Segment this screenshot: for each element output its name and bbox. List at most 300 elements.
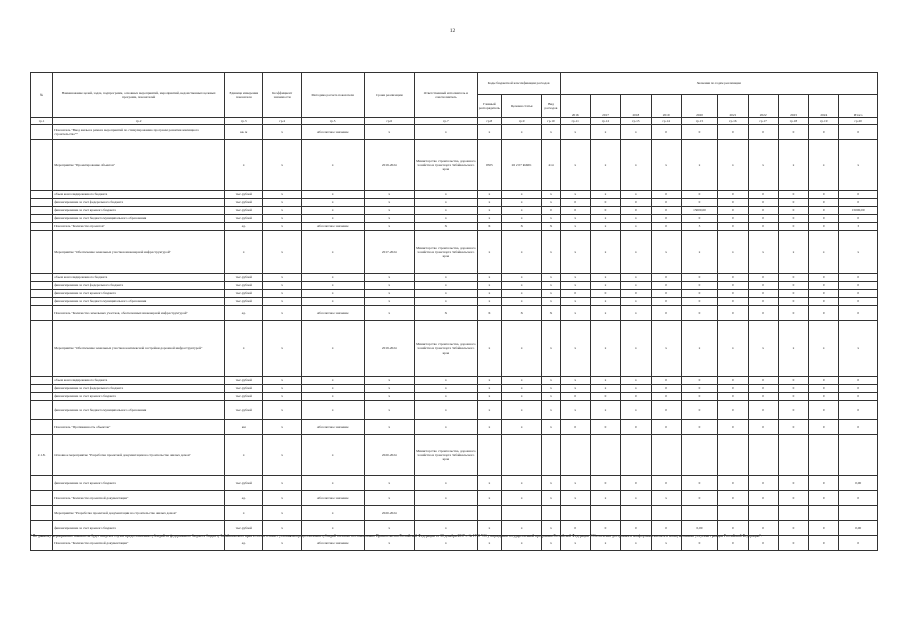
row-name: Показатель "Количество проектной документации"	[53, 536, 225, 551]
row-method: Абсолютное значение	[301, 223, 364, 231]
column-number: гр.6	[364, 118, 415, 125]
row-exec: х	[415, 536, 478, 551]
row-method: х	[301, 476, 364, 491]
row-name: финансирование за счет краевого бюджета	[53, 290, 225, 298]
row-method: Абсолютное значение	[301, 125, 364, 140]
row-exec: х	[415, 274, 478, 282]
row-year-value: 0	[651, 476, 681, 491]
column-number: гр.13	[621, 118, 651, 125]
row-period: 2017-2024	[364, 231, 415, 274]
row-year-value: 0	[718, 215, 748, 223]
row-name: Основное мероприятие "Разработка проектной документации на строительство жилых домов"	[53, 435, 225, 476]
row-period: х	[364, 420, 415, 435]
row-year-value	[681, 435, 717, 476]
row-kbk-item: х	[501, 321, 541, 377]
row-kbk-item: х	[501, 207, 541, 215]
row-year-value: 0	[621, 207, 651, 215]
row-year-value: 0	[839, 536, 878, 551]
row-year-value: х	[621, 231, 651, 274]
row-year-value: х	[718, 321, 748, 377]
row-kbk-main: Х	[477, 223, 501, 231]
row-unit: тыс.рублей	[225, 282, 263, 290]
row-coef: х	[263, 385, 301, 393]
row-year-value: 0	[718, 306, 748, 321]
row-year-value: 3	[839, 223, 878, 231]
row-year-value: 0	[681, 491, 717, 506]
row-unit: ед.	[225, 536, 263, 551]
table-row	[31, 377, 878, 385]
row-year-value: 0	[839, 282, 878, 290]
row-kbk-type: х	[542, 321, 560, 377]
row-year-value: х	[560, 282, 590, 290]
row-year-value: х	[560, 191, 590, 199]
row-year-value: 0	[778, 125, 808, 140]
row-year-value: х	[651, 231, 681, 274]
row-kbk-item: х	[501, 298, 541, 306]
row-number	[31, 306, 53, 321]
row-year-value: х	[778, 321, 808, 377]
row-year-value: х	[560, 536, 590, 551]
row-year-value: 0	[748, 385, 778, 393]
row-year-value: х	[590, 215, 620, 223]
row-name: объем консолидированного бюджета	[53, 191, 225, 199]
row-year-value: 0	[809, 393, 839, 401]
row-exec: х	[415, 282, 478, 290]
row-year-value: 0	[809, 377, 839, 385]
row-year-value: х	[621, 377, 651, 385]
row-year-value: х	[560, 491, 590, 506]
row-year-value: 0	[809, 536, 839, 551]
column-number: гр.3	[225, 118, 263, 125]
row-year-value: х	[681, 231, 717, 274]
row-coef: х	[263, 282, 301, 290]
header-unit: Единица измерения показателя	[225, 73, 263, 118]
column-number: гр.9	[501, 118, 541, 125]
row-year-value: 0	[621, 290, 651, 298]
row-year-value: х	[621, 215, 651, 223]
row-year-value: х	[748, 321, 778, 377]
header-period: Сроки реализации	[364, 73, 415, 118]
column-number: гр.12	[590, 118, 620, 125]
row-kbk-main: х	[477, 536, 501, 551]
row-name: объем консолидированного бюджета	[53, 274, 225, 282]
column-number: гр.17	[748, 118, 778, 125]
row-year-value	[718, 435, 748, 476]
row-kbk-type: х	[542, 521, 560, 536]
row-unit: х	[225, 506, 263, 521]
page-number: 12	[449, 28, 456, 34]
row-method: Абсолютное значение	[301, 491, 364, 506]
row-number	[31, 199, 53, 207]
row-year-value: 0	[718, 521, 748, 536]
row-year-value	[839, 435, 878, 476]
header-exec: Ответственный исполнитель и соисполнитель	[415, 73, 478, 118]
row-year-value: 0	[839, 290, 878, 298]
row-year-value	[748, 506, 778, 521]
row-year-value: х	[651, 536, 681, 551]
row-unit: тыс.рублей	[225, 290, 263, 298]
row-kbk-type: х	[542, 377, 560, 385]
row-coef: х	[263, 274, 301, 282]
row-year-value: х	[809, 140, 839, 191]
row-year-value: х	[621, 125, 651, 140]
row-year-value: 0	[718, 199, 748, 207]
row-year-value: 0	[651, 215, 681, 223]
row-kbk-item: х	[501, 215, 541, 223]
row-year-value: 0	[839, 491, 878, 506]
column-number: гр.20	[839, 118, 878, 125]
row-year-value: х	[590, 298, 620, 306]
row-period: 2020-2024	[364, 435, 415, 476]
table-row	[31, 306, 878, 321]
row-period: х	[364, 521, 415, 536]
row-kbk-type: х	[542, 401, 560, 420]
row-year-value: 0	[778, 306, 808, 321]
row-period: х	[364, 191, 415, 199]
row-kbk-main: х	[477, 420, 501, 435]
row-kbk-type	[542, 506, 560, 521]
header-coef: Коэффициент значимости	[263, 73, 301, 118]
header-year: 2018	[621, 95, 651, 118]
row-kbk-main: х	[477, 191, 501, 199]
row-name: финансирование за счет бюджета муниципального образования	[53, 401, 225, 420]
row-year-value: 0	[839, 215, 878, 223]
row-coef: х	[263, 435, 301, 476]
row-year-value: 0	[718, 536, 748, 551]
row-kbk-type: х	[542, 282, 560, 290]
row-year-value: х	[718, 231, 748, 274]
row-number	[31, 476, 53, 491]
row-year-value: 0	[718, 385, 748, 393]
column-number: гр.14	[651, 118, 681, 125]
row-year-value: х	[621, 536, 651, 551]
row-coef: х	[263, 476, 301, 491]
row-year-value: 0	[681, 385, 717, 393]
row-year-value: 0	[718, 401, 748, 420]
row-kbk-main	[477, 435, 501, 476]
row-year-value: 0	[778, 298, 808, 306]
row-method: х	[301, 140, 364, 191]
row-kbk-main: х	[477, 377, 501, 385]
row-year-value: 0	[590, 290, 620, 298]
row-year-value	[621, 506, 651, 521]
row-year-value: х	[560, 377, 590, 385]
row-kbk-item: х	[501, 401, 541, 420]
row-number	[31, 207, 53, 215]
row-year-value: 0	[590, 476, 620, 491]
row-year-value: 0	[839, 274, 878, 282]
table-body	[31, 125, 878, 551]
row-year-value: 0	[681, 199, 717, 207]
row-year-value	[560, 435, 590, 476]
row-year-value: 0	[651, 191, 681, 199]
row-unit: км	[225, 420, 263, 435]
row-year-value	[809, 435, 839, 476]
table-row	[31, 274, 878, 282]
row-year-value	[560, 506, 590, 521]
row-year-value: х	[839, 140, 878, 191]
row-kbk-item: х	[501, 290, 541, 298]
row-year-value: 0	[839, 125, 878, 140]
header-year: 2020	[681, 95, 717, 118]
row-year-value: 0	[681, 274, 717, 282]
row-unit: тыс.рублей	[225, 199, 263, 207]
row-year-value: 0	[718, 393, 748, 401]
row-year-value: 0	[718, 207, 748, 215]
row-kbk-main: х	[477, 401, 501, 420]
row-number	[31, 321, 53, 377]
row-kbk-item: х	[501, 385, 541, 393]
row-number	[31, 385, 53, 393]
row-kbk-main: х	[477, 298, 501, 306]
row-year-value: 0	[839, 298, 878, 306]
row-year-value	[778, 506, 808, 521]
row-period: х	[364, 401, 415, 420]
row-kbk-type: 0	[542, 207, 560, 215]
row-year-value: х	[560, 476, 590, 491]
column-number: гр.15	[681, 118, 717, 125]
row-year-value: 0	[718, 191, 748, 199]
row-year-value: 0	[778, 401, 808, 420]
row-year-value: 0	[560, 393, 590, 401]
table-row	[31, 199, 878, 207]
row-year-value: 3	[681, 223, 717, 231]
row-kbk-type: Х	[542, 223, 560, 231]
row-kbk-type: х	[542, 420, 560, 435]
row-period: х	[364, 536, 415, 551]
row-name: Мероприятие "Проектирование объектов"	[53, 140, 225, 191]
row-exec: х	[415, 393, 478, 401]
row-name: финансирование за счет краевого бюджета	[53, 476, 225, 491]
row-year-value: х	[590, 140, 620, 191]
row-year-value: 0	[748, 207, 778, 215]
row-period: х	[364, 282, 415, 290]
row-kbk-item: 26 2 07 R4901	[501, 140, 541, 191]
row-kbk-main: 0505	[477, 140, 501, 191]
row-year-value: х	[621, 223, 651, 231]
row-kbk-type: х	[542, 476, 560, 491]
row-year-value: 0	[748, 223, 778, 231]
row-year-value: 0	[560, 290, 590, 298]
row-year-value: 0	[809, 223, 839, 231]
row-year-value: 0	[748, 191, 778, 199]
column-number: гр.11	[560, 118, 590, 125]
row-year-value: 0	[778, 521, 808, 536]
row-kbk-type: х	[542, 215, 560, 223]
row-kbk-type: х	[542, 491, 560, 506]
row-year-value: 0	[778, 536, 808, 551]
row-kbk-main: х	[477, 199, 501, 207]
row-period: х	[364, 199, 415, 207]
row-unit: х	[225, 231, 263, 274]
table-header	[31, 73, 878, 125]
row-year-value: 0	[809, 207, 839, 215]
row-year-value: 0	[590, 199, 620, 207]
header-name: Наименование целей, задач, подпрограмм, основных мероприятий, мероприятий, ведомственных целевых программ, показателей	[53, 73, 225, 118]
row-kbk-type	[542, 435, 560, 476]
row-method: х	[301, 385, 364, 393]
row-year-value: 0	[681, 125, 717, 140]
row-kbk-main: х	[477, 207, 501, 215]
row-unit: х	[225, 140, 263, 191]
column-number: гр.1	[31, 118, 53, 125]
table-row	[31, 231, 878, 274]
row-coef: х	[263, 223, 301, 231]
row-exec: х	[415, 521, 478, 536]
row-year-value	[778, 435, 808, 476]
row-name: Мероприятие "Разработка проектной документации на строительство жилых домов"	[53, 506, 225, 521]
row-year-value: 0	[778, 491, 808, 506]
row-method: х	[301, 401, 364, 420]
row-number	[31, 282, 53, 290]
row-coef: х	[263, 401, 301, 420]
row-unit: ед.	[225, 223, 263, 231]
row-year-value: 0	[651, 298, 681, 306]
table-row	[31, 435, 878, 476]
row-unit: кв. м	[225, 125, 263, 140]
table-row	[31, 393, 878, 401]
row-number	[31, 506, 53, 521]
row-year-value: 0	[778, 377, 808, 385]
row-coef: х	[263, 536, 301, 551]
row-year-value: 0	[560, 199, 590, 207]
header-year: 2016	[560, 95, 590, 118]
row-year-value: х	[560, 321, 590, 377]
row-unit: ед.	[225, 491, 263, 506]
row-year-value: х	[748, 140, 778, 191]
header-cols	[31, 118, 878, 125]
row-year-value: 0	[718, 125, 748, 140]
table-row	[31, 191, 878, 199]
row-kbk-main: х	[477, 491, 501, 506]
column-number: гр.4	[263, 118, 301, 125]
row-exec: Министерство строительства, дорожного хозяйства и транспорта Забайкальского края	[415, 321, 478, 377]
row-year-value: 0	[748, 199, 778, 207]
row-year-value: 0	[651, 199, 681, 207]
header-type: Вид расходов	[542, 95, 560, 118]
row-kbk-type: х	[542, 290, 560, 298]
row-year-value: х	[590, 274, 620, 282]
row-period: х	[364, 491, 415, 506]
row-number	[31, 215, 53, 223]
column-number: гр.16	[718, 118, 748, 125]
table-row	[31, 385, 878, 393]
row-number	[31, 393, 53, 401]
row-name: финансирование за счет краевого бюджета	[53, 207, 225, 215]
row-year-value: 0	[590, 521, 620, 536]
row-kbk-item	[501, 506, 541, 521]
row-year-value: х	[778, 140, 808, 191]
header-year: Итого	[839, 95, 878, 118]
row-year-value: 0	[748, 491, 778, 506]
row-period: 2020-2024	[364, 506, 415, 521]
row-method: х	[301, 282, 364, 290]
row-year-value: 0	[621, 476, 651, 491]
row-name: Мероприятие "Обеспечение земельных участков инженерной инфраструктурой"	[53, 231, 225, 274]
row-year-value: 0	[809, 385, 839, 393]
column-number: гр.18	[778, 118, 808, 125]
row-year-value: х	[560, 215, 590, 223]
row-number	[31, 191, 53, 199]
row-year-value: 0	[778, 476, 808, 491]
row-method: х	[301, 274, 364, 282]
row-unit: тыс.рублей	[225, 393, 263, 401]
column-number: гр.2	[53, 118, 225, 125]
row-year-value: 0	[651, 290, 681, 298]
row-year-value: 0	[839, 385, 878, 393]
row-year-value	[809, 506, 839, 521]
header-year: 2024	[809, 95, 839, 118]
row-number	[31, 401, 53, 420]
header-year: 2022	[748, 95, 778, 118]
row-kbk-type: 414	[542, 140, 560, 191]
row-unit: тыс.рублей	[225, 191, 263, 199]
row-year-value	[590, 435, 620, 476]
row-method: х	[301, 207, 364, 215]
row-year-value: 0	[778, 223, 808, 231]
row-kbk-item: Х	[501, 306, 541, 321]
row-coef: х	[263, 306, 301, 321]
header-year: 2021	[718, 95, 748, 118]
row-year-value	[681, 506, 717, 521]
row-year-value: 0	[651, 385, 681, 393]
row-year-value: х	[651, 140, 681, 191]
row-number	[31, 298, 53, 306]
row-year-value: 0	[748, 290, 778, 298]
row-year-value: х	[681, 140, 717, 191]
row-unit: тыс.рублей	[225, 401, 263, 420]
row-period: х	[364, 377, 415, 385]
row-exec: х	[415, 290, 478, 298]
row-year-value: х	[590, 321, 620, 377]
row-year-value: 0,00	[839, 476, 878, 491]
row-number	[31, 420, 53, 435]
row-year-value: 0	[809, 282, 839, 290]
row-period: х	[364, 385, 415, 393]
row-year-value: х	[778, 231, 808, 274]
row-year-value: 0	[718, 476, 748, 491]
row-period: х	[364, 125, 415, 140]
row-exec: х	[415, 199, 478, 207]
row-year-value: 0	[621, 420, 651, 435]
row-year-value: 0	[718, 290, 748, 298]
row-year-value: х	[621, 401, 651, 420]
row-coef: х	[263, 521, 301, 536]
row-kbk-main: х	[477, 215, 501, 223]
row-number	[31, 491, 53, 506]
row-year-value: х	[681, 321, 717, 377]
row-year-value	[651, 435, 681, 476]
row-method: х	[301, 298, 364, 306]
row-name: финансирование за счет бюджета муниципального образования	[53, 215, 225, 223]
row-exec: х	[415, 215, 478, 223]
row-year-value: 0	[681, 306, 717, 321]
row-unit: ед.	[225, 306, 263, 321]
row-name: объем консолидированного бюджета	[53, 377, 225, 385]
row-name: Показатель "Количество проектов"	[53, 223, 225, 231]
row-exec: х	[415, 191, 478, 199]
row-method: х	[301, 435, 364, 476]
row-method: х	[301, 215, 364, 223]
header-main: Главный распорядитель	[477, 95, 501, 118]
row-year-value: 0	[621, 199, 651, 207]
row-year-value: 0	[718, 420, 748, 435]
row-exec: Министерство строительства, дорожного хозяйства и транспорта Забайкальского края	[415, 435, 478, 476]
row-unit: тыс.рублей	[225, 476, 263, 491]
row-period: х	[364, 298, 415, 306]
row-kbk-item: х	[501, 274, 541, 282]
row-number: 2.1.8.	[31, 435, 53, 476]
